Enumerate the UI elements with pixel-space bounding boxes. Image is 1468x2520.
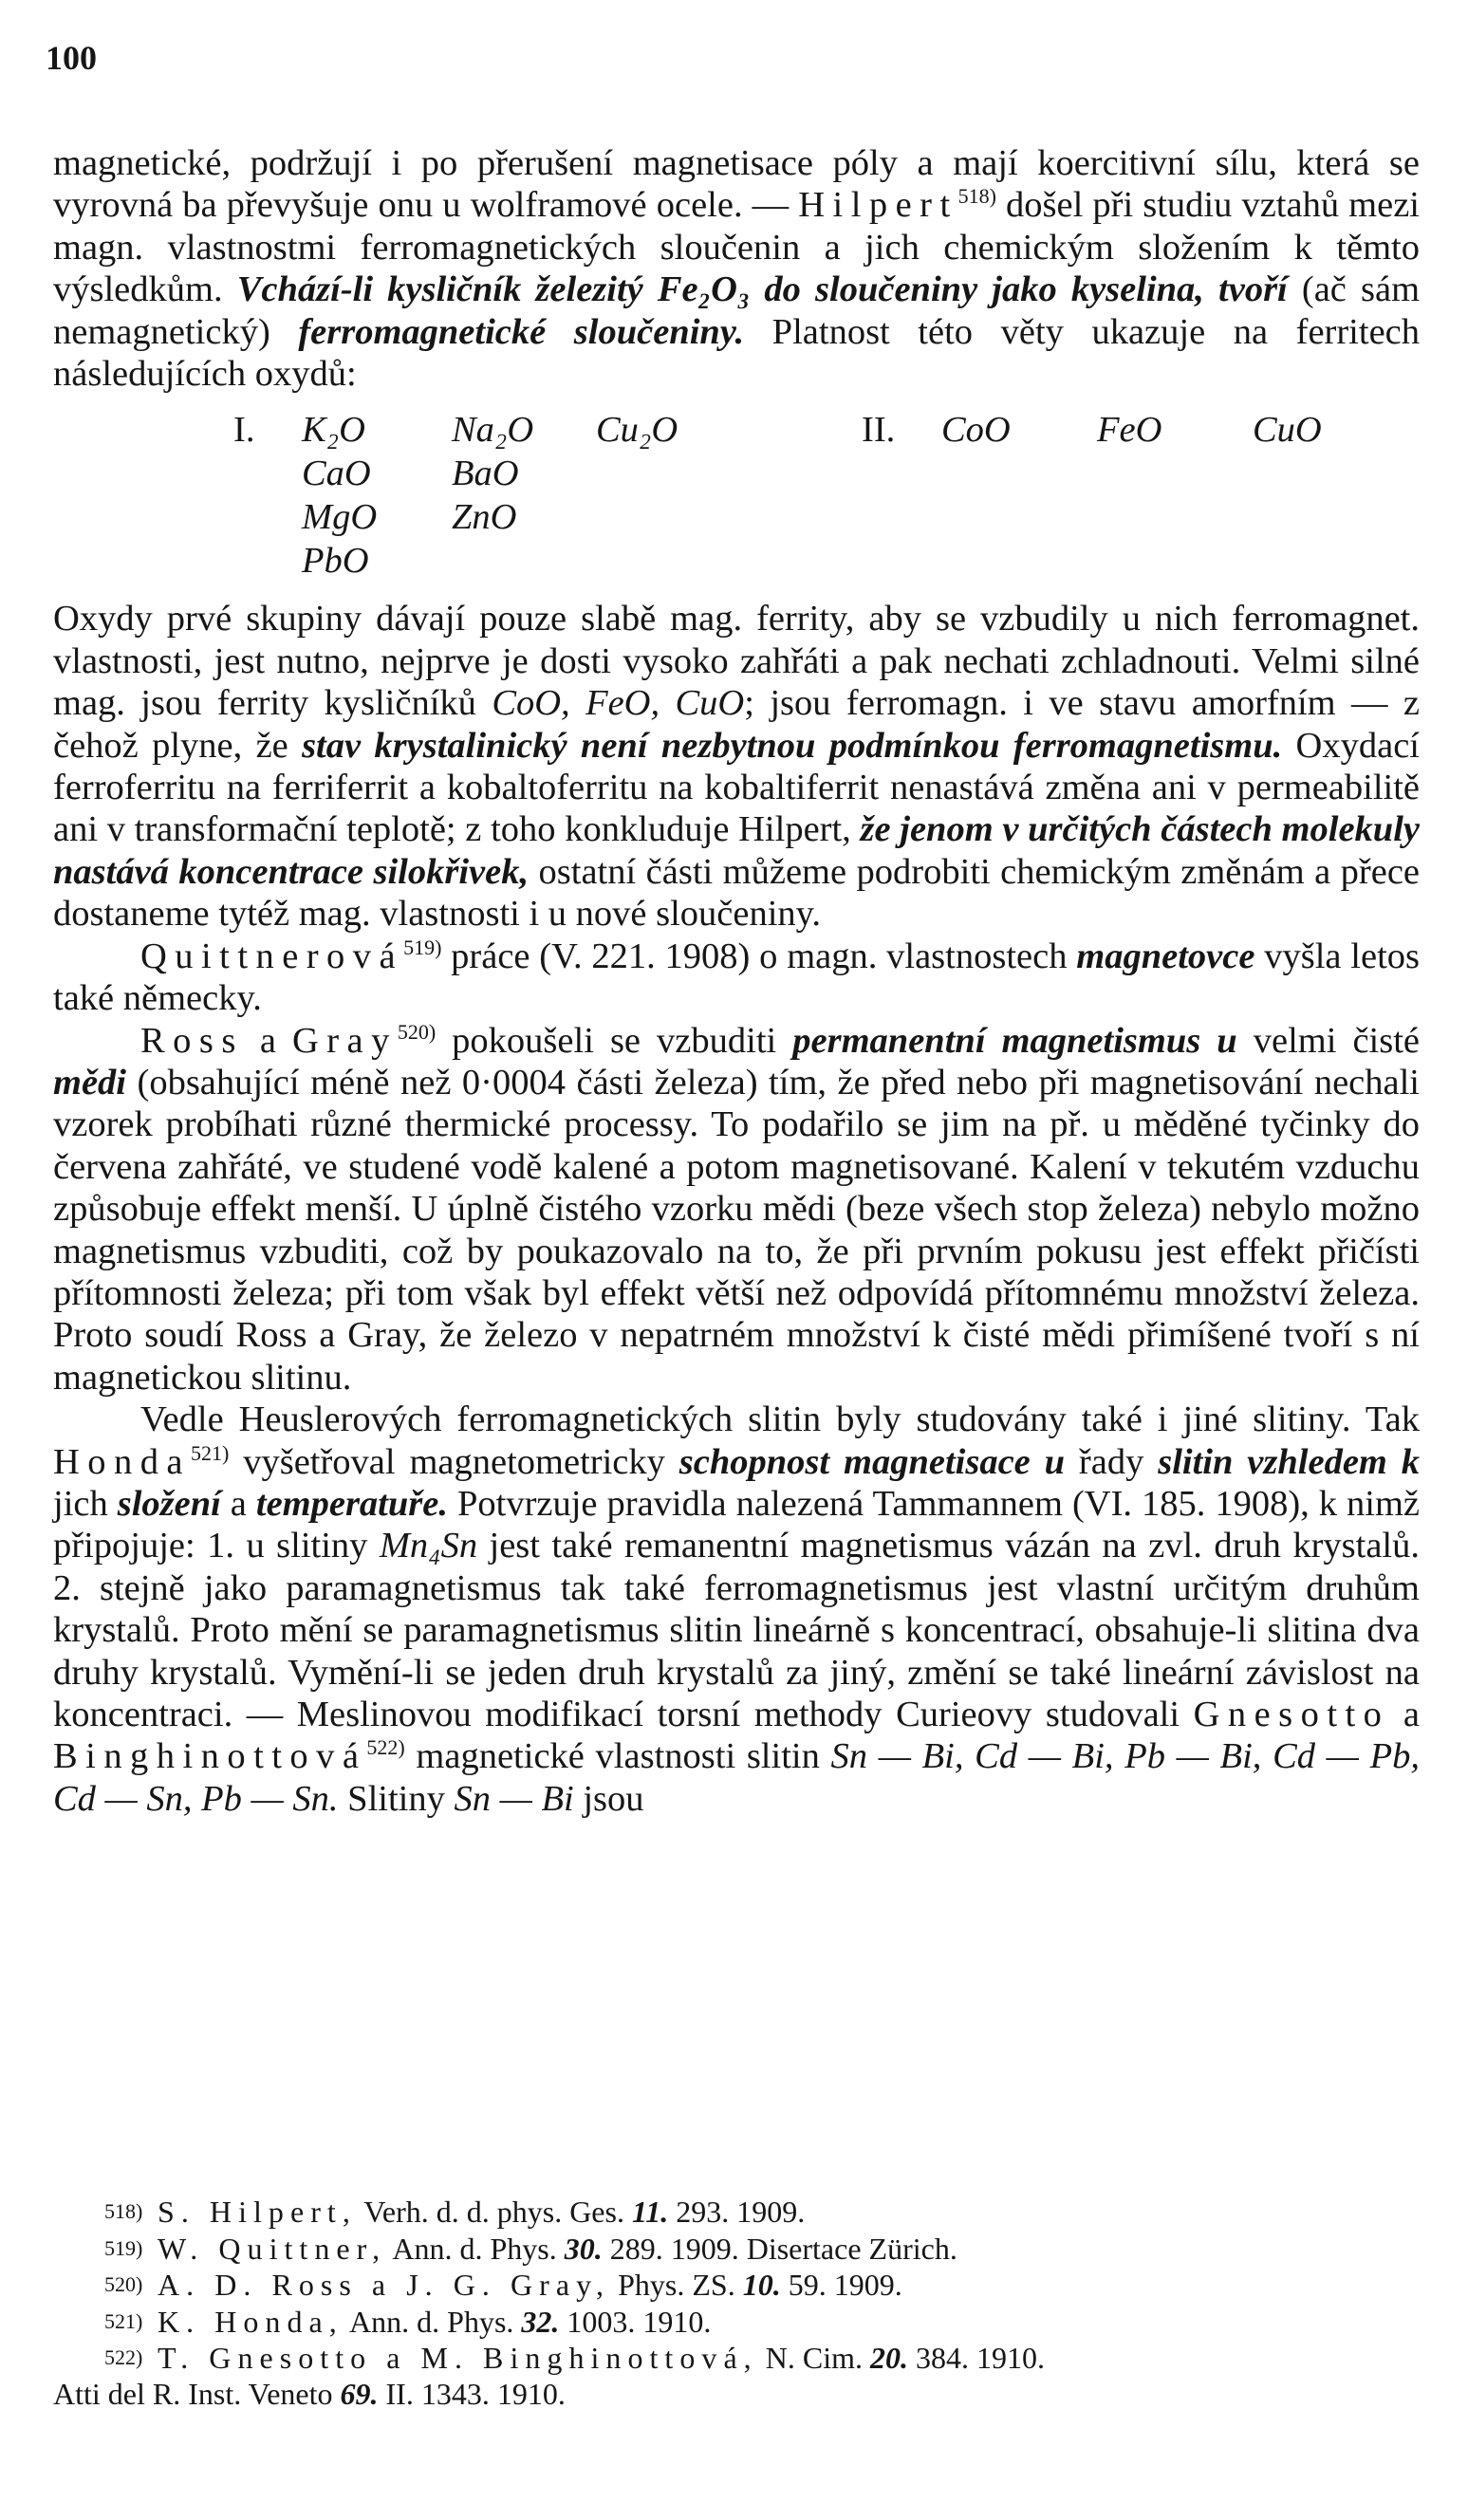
formula: Sn — Bi, Cd — Bi, Pb — Bi, Cd — Pb, Cd — Sn, Pb — Sn. [53,1736,1420,1819]
formula: CoO, FeO, CuO [492,683,745,724]
footnote-author: A. D. Ross a J. G. Gray, [158,2268,611,2302]
footnote-number: 521) [104,2308,143,2333]
footnotes [53,2194,1420,2412]
text-run: 293. 1909. [668,2195,806,2229]
text-run: ostatní části můžeme podrobiti chemickým změnám a přece dostaneme tytéž mag. vlastnosti i u nové sloučeniny. [53,851,1420,935]
author-name: Gnesotto [1193,1695,1390,1734]
emphasis: slitin vzhledem k [1158,1441,1420,1482]
footnote-518 [53,2194,1420,2231]
paragraph-hilpert [53,142,1420,395]
formula: K₂O [302,410,365,451]
emphasis: ferromagnetické sloučeniny. [298,311,745,352]
text-run: N. Cim. [757,2341,870,2375]
formula: Mn₄Sn [379,1526,478,1566]
volume: 20. [869,2341,908,2375]
body-text [53,142,1420,1820]
text-run: vyšla letos také německy. [53,936,1420,1019]
oxide-formula-table [233,408,1420,583]
footnote-number: 519) [104,2235,143,2260]
formula: FeO [1097,410,1162,451]
footnote-author: T. Gnesotto a M. Binghinottová, [158,2341,758,2375]
text-run: Vedle Heuslerových ferromagnetických slitin byly studovány také i jiné slitiny. Tak [140,1399,1420,1440]
text-run: Oxydy prvé skupiny dávají pouze slabě mag. ferrity, aby se vzbudily u nich ferromagnet. vlastnosti, jest nutno, nejprve je dosti vysoko zahřáti a pak nechati zchladnouti. Velmi silné mag. jsou ferrity kysličníků [53,599,1420,724]
text-run: jest také remanentní magnetismus vázán na zvl. druh krystalů. 2. stejně jako paramagnetismus tak také ferromagnetismus jest vlastní určitým druhům krystalů. Proto mění se paramagnetismus slitin lineárně s koncentrací, obsahuje-li slitina dva druhy krystalů. Vymění-li se jeden druh krystalů za jiný, změní se také lineární závislost na koncentraci. — Meslinovou modifikací torsní methody Curieovy studovali [53,1526,1420,1734]
footnote-ref: 521) [191,1440,230,1465]
text-run: pokoušeli se vzbuditi [436,1020,793,1061]
footnote-author: K. Honda, [158,2304,344,2339]
text-run: a [243,1020,292,1061]
emphasis: Vchází-li kysličník železitý Fe₂O₃ do sloučeniny jako kyselina, tvoří [236,269,1288,310]
footnote-number: 522) [104,2345,143,2369]
emphasis: stav krystalinický není nezbytnou podmínkou ferromagnetismu. [302,725,1283,766]
formula: MgO [302,497,378,538]
footnote-522 [53,2340,1420,2377]
group-label: I. [233,410,255,451]
text-run: Slitiny [338,1778,455,1819]
volume: 10. [742,2268,781,2302]
text-run: jsou [573,1778,644,1819]
text-run: 1003. 1910. [559,2304,712,2339]
emphasis: mědi [53,1062,126,1102]
text-run: práce (V. 221. 1908) o magn. vlastnostech [441,936,1077,976]
author-name: Binghinottová [53,1736,367,1777]
footnote-ref: 518) [957,184,996,209]
text-run: a [220,1483,256,1524]
emphasis: složení [117,1483,221,1524]
formula: CaO [302,454,371,494]
volume: 69. [340,2376,379,2411]
emphasis: že jenom v určitých částech molekuly nastává koncentrace silokřivek, [53,809,1420,892]
formula: PbO [302,541,369,582]
text-run: Phys. ZS. [610,2268,743,2302]
paragraph-quittnerova [53,936,1420,1020]
author-name: Ross [140,1020,244,1061]
emphasis: schopnost magnetisace u [678,1441,1066,1482]
author-name: Gray [291,1020,398,1061]
footnote-author: W. Quittner, [158,2231,387,2266]
text-run: Verh. d. d. phys. Ges. [356,2195,632,2229]
volume: 32. [521,2304,560,2339]
text-run: 289. 1909. Disertace Zürich. [602,2231,957,2266]
footnote-ref: 519) [403,935,442,959]
paragraph-ferrites [53,598,1420,935]
formula: ZnO [452,497,517,538]
text-run: (obsahující méně než 0·0004 části železa) tím, že před nebo při magnetisování nechali vzorek probíhati různé thermické processy. To podařilo se jim na př. u měděné tyčinky do červena zahřáté, ve studené vodě kalené a potom magnetisované. Kalení v tekutém vzduchu způsobuje effekt menší. U úplně čistého vzorku mědi (beze všech stop železa) nebylo možno magnetismus vzbuditi, což by poukazovalo na to, že při prvním pokusu jest effekt přičísti přítomnosti železa; při tom však byl effekt větší než odpovídá přítomnému množství železa. Proto soudí Ross a Gray, že železo v nepatrném množství k čisté mědi přimíšené tvoří s ní magnetickou slitinu. [53,1062,1420,1398]
formula: CoO [941,410,1011,451]
text-run: Atti del R. Inst. Veneto [53,2376,341,2411]
volume: 30. [564,2231,603,2266]
group-label: II. [862,410,896,451]
author-name: Hilpert [798,185,958,226]
text-run: řady [1065,1441,1159,1482]
text-run: magnetické, podržují i po přerušení magnetisace póly a mají koercitivní sílu, která se vyrovná ba převyšuje onu u wolframové ocele. — [53,143,1420,226]
footnote-number: 520) [104,2272,143,2296]
author-name: Honda [53,1441,191,1482]
text-run: 59. 1909. [780,2268,902,2302]
formula: Na₂O [452,410,534,451]
paragraph-alloys [53,1399,1420,1820]
text-run: a [1389,1695,1420,1734]
author-name: Quittnerová [140,936,404,976]
formula: Cu₂O [596,410,678,451]
text-run: Oxydací ferroferritu na ferriferrit a kobaltoferritu na kobaltiferrit nenastává změna ani v permeabilitě ani v transformační teplotě; z toho konkluduje Hilpert, [53,725,1420,850]
footnote-number: 518) [104,2199,143,2223]
footnote-519 [53,2231,1420,2268]
footnote-522-continuation [53,2377,1420,2413]
footnote-ref: 520) [397,1019,437,1044]
text-run: ; jsou ferromagn. i ve stavu amorfním — z čehož plyne, že [53,683,1421,766]
footnote-author: S. Hilpert, [158,2195,357,2229]
text-run: jich [53,1483,118,1524]
text-run: Ann. d. Phys. [343,2304,522,2339]
emphasis: temperatuře. [255,1483,448,1524]
text-run: vyšetřoval magnetometricky [229,1441,679,1482]
text-run: II. 1343. 1910. [378,2376,566,2411]
text-run: (ač sám nemagnetický) [53,269,1421,352]
footnote-ref: 522) [366,1735,405,1760]
page-number: 100 [46,39,97,77]
emphasis: permanentní magnetismus u [792,1020,1237,1061]
text-run: 384. 1910. [907,2341,1045,2375]
paragraph-ross-gray [53,1020,1420,1399]
formula: Sn — Bi [454,1778,574,1819]
text-run: Potvrzuje pravidla nalezená Tammannem (VI. 185. 1908), k nimž připojuje: 1. u slitiny [53,1483,1420,1566]
volume: 11. [631,2195,669,2229]
text-run: došel při studiu vztahů mezi magn. vlastnostmi ferromagnetických sloučenin a jich chemickým složením k těmto výsledkům. [53,185,1420,310]
text-run: Platnost této věty ukazuje na ferritech následujících oxydů: [53,311,1420,395]
footnote-521 [53,2304,1420,2341]
formula: CuO [1253,410,1322,451]
footnote-520 [53,2267,1420,2304]
text-run: magnetické vlastnosti slitin [404,1736,831,1777]
formula: BaO [452,454,519,494]
emphasis: magnetovce [1076,936,1255,976]
text-run: velmi čisté [1236,1020,1421,1061]
text-run: Ann. d. Phys. [386,2231,565,2266]
